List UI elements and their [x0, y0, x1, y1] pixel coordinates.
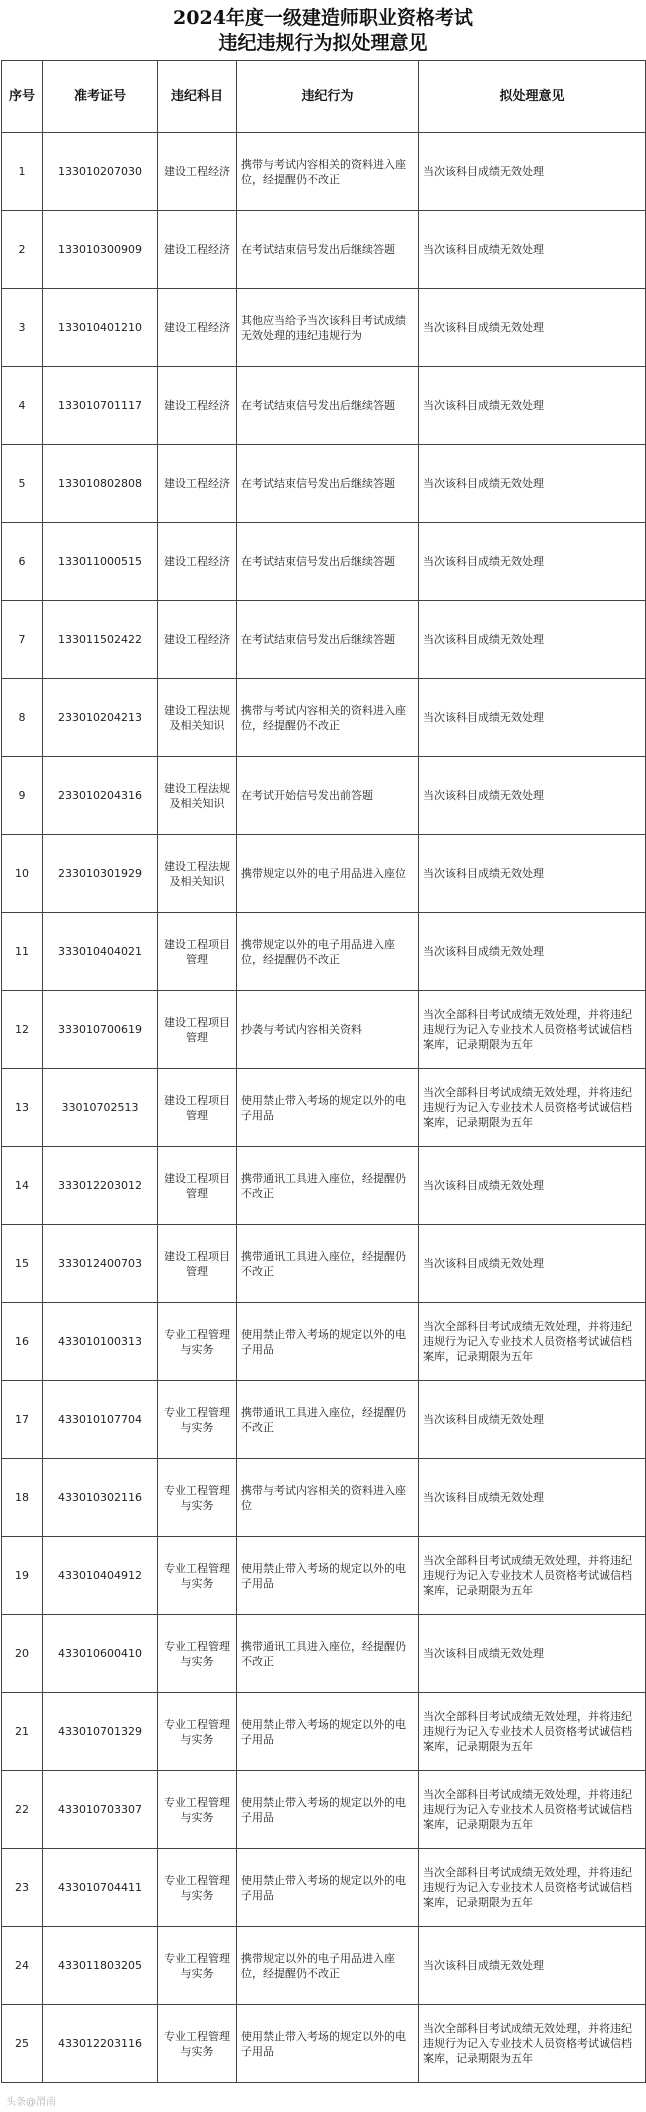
row-serial-number: 20 — [2, 1615, 43, 1693]
row-subject: 专业工程管理与实务 — [158, 2005, 237, 2083]
header-serial-number: 序号 — [2, 61, 43, 133]
row-opinion: 当次该科目成绩无效处理 — [419, 445, 646, 523]
row-violation: 在考试开始信号发出前答题 — [237, 757, 419, 835]
table-row — [2, 2005, 646, 2083]
row-opinion: 当次全部科目考试成绩无效处理，并将违纪违规行为记入专业技术人员资格考试诚信档案库，记录期限为五年 — [419, 1069, 646, 1147]
title-line-1: 2024年度一级建造师职业资格考试 — [173, 7, 473, 29]
table-row — [2, 1927, 646, 2005]
row-serial-number: 5 — [2, 445, 43, 523]
row-opinion: 当次该科目成绩无效处理 — [419, 757, 646, 835]
row-subject: 建设工程项目管理 — [158, 991, 237, 1069]
row-admission-ticket: 133010802808 — [43, 445, 158, 523]
row-admission-ticket: 433010600410 — [43, 1615, 158, 1693]
table-row — [2, 1849, 646, 1927]
row-violation: 携带规定以外的电子用品进入座位，经提醒仍不改正 — [237, 1927, 419, 2005]
row-serial-number: 24 — [2, 1927, 43, 2005]
row-admission-ticket: 433010404912 — [43, 1537, 158, 1615]
table-row — [2, 835, 646, 913]
row-subject: 建设工程经济 — [158, 133, 237, 211]
row-opinion: 当次该科目成绩无效处理 — [419, 601, 646, 679]
row-subject: 建设工程经济 — [158, 445, 237, 523]
table-row — [2, 1147, 646, 1225]
row-opinion: 当次全部科目考试成绩无效处理，并将违纪违规行为记入专业技术人员资格考试诚信档案库，记录期限为五年 — [419, 991, 646, 1069]
row-admission-ticket: 133010401210 — [43, 289, 158, 367]
row-serial-number: 21 — [2, 1693, 43, 1771]
row-subject: 建设工程法规及相关知识 — [158, 835, 237, 913]
row-admission-ticket: 133010300909 — [43, 211, 158, 289]
table-row — [2, 1303, 646, 1381]
row-admission-ticket: 433010703307 — [43, 1771, 158, 1849]
row-violation: 使用禁止带入考场的规定以外的电子用品 — [237, 2005, 419, 2083]
row-admission-ticket: 133010701117 — [43, 367, 158, 445]
row-opinion: 当次全部科目考试成绩无效处理，并将违纪违规行为记入专业技术人员资格考试诚信档案库，记录期限为五年 — [419, 1849, 646, 1927]
row-admission-ticket: 433010107704 — [43, 1381, 158, 1459]
row-subject: 专业工程管理与实务 — [158, 1849, 237, 1927]
table-row — [2, 1537, 646, 1615]
row-opinion: 当次该科目成绩无效处理 — [419, 367, 646, 445]
row-violation: 使用禁止带入考场的规定以外的电子用品 — [237, 1849, 419, 1927]
row-admission-ticket: 333010700619 — [43, 991, 158, 1069]
row-opinion: 当次该科目成绩无效处理 — [419, 1927, 646, 2005]
row-violation: 携带规定以外的电子用品进入座位 — [237, 835, 419, 913]
row-opinion: 当次全部科目考试成绩无效处理，并将违纪违规行为记入专业技术人员资格考试诚信档案库，记录期限为五年 — [419, 1537, 646, 1615]
table-row — [2, 133, 646, 211]
row-violation: 携带规定以外的电子用品进入座位，经提醒仍不改正 — [237, 913, 419, 991]
row-violation: 携带与考试内容相关的资料进入座位 — [237, 1459, 419, 1537]
row-subject: 建设工程项目管理 — [158, 1069, 237, 1147]
table-row — [2, 1771, 646, 1849]
table-row — [2, 445, 646, 523]
row-serial-number: 14 — [2, 1147, 43, 1225]
row-serial-number: 17 — [2, 1381, 43, 1459]
row-subject: 专业工程管理与实务 — [158, 1771, 237, 1849]
row-serial-number: 23 — [2, 1849, 43, 1927]
row-serial-number: 7 — [2, 601, 43, 679]
header-subject: 违纪科目 — [158, 61, 237, 133]
header-violation: 违纪行为 — [237, 61, 419, 133]
row-opinion: 当次该科目成绩无效处理 — [419, 1615, 646, 1693]
row-violation: 携带与考试内容相关的资料进入座位，经提醒仍不改正 — [237, 133, 419, 211]
row-subject: 建设工程法规及相关知识 — [158, 757, 237, 835]
row-admission-ticket: 133010207030 — [43, 133, 158, 211]
row-admission-ticket: 433010701329 — [43, 1693, 158, 1771]
row-opinion: 当次该科目成绩无效处理 — [419, 523, 646, 601]
title-line-2: 违纪违规行为拟处理意见 — [218, 32, 428, 54]
row-serial-number: 1 — [2, 133, 43, 211]
table-row — [2, 289, 646, 367]
row-opinion: 当次该科目成绩无效处理 — [419, 1225, 646, 1303]
row-violation: 使用禁止带入考场的规定以外的电子用品 — [237, 1069, 419, 1147]
table-row — [2, 1069, 646, 1147]
table-row — [2, 1693, 646, 1771]
row-serial-number: 9 — [2, 757, 43, 835]
table-row — [2, 601, 646, 679]
violations-table — [1, 60, 646, 2083]
row-subject: 建设工程项目管理 — [158, 1225, 237, 1303]
watermark: 头条@渭南 — [6, 2097, 56, 2108]
row-admission-ticket: 333012203012 — [43, 1147, 158, 1225]
row-violation: 携带通讯工具进入座位，经提醒仍不改正 — [237, 1225, 419, 1303]
row-violation: 携带与考试内容相关的资料进入座位，经提醒仍不改正 — [237, 679, 419, 757]
row-serial-number: 4 — [2, 367, 43, 445]
row-admission-ticket: 133011502422 — [43, 601, 158, 679]
row-opinion: 当次该科目成绩无效处理 — [419, 1381, 646, 1459]
row-subject: 专业工程管理与实务 — [158, 1381, 237, 1459]
row-opinion: 当次该科目成绩无效处理 — [419, 133, 646, 211]
row-violation: 携带通讯工具进入座位，经提醒仍不改正 — [237, 1147, 419, 1225]
row-serial-number: 18 — [2, 1459, 43, 1537]
row-subject: 专业工程管理与实务 — [158, 1693, 237, 1771]
row-violation: 在考试结束信号发出后继续答题 — [237, 367, 419, 445]
row-serial-number: 8 — [2, 679, 43, 757]
row-violation: 抄袭与考试内容相关资料 — [237, 991, 419, 1069]
table-header-row — [2, 61, 646, 133]
row-serial-number: 2 — [2, 211, 43, 289]
row-serial-number: 13 — [2, 1069, 43, 1147]
row-violation: 其他应当给予当次该科目考试成绩无效处理的违纪违规行为 — [237, 289, 419, 367]
table-row — [2, 211, 646, 289]
row-subject: 专业工程管理与实务 — [158, 1537, 237, 1615]
row-subject: 建设工程经济 — [158, 211, 237, 289]
row-serial-number: 12 — [2, 991, 43, 1069]
row-admission-ticket: 133011000515 — [43, 523, 158, 601]
row-admission-ticket: 333012400703 — [43, 1225, 158, 1303]
row-violation: 在考试结束信号发出后继续答题 — [237, 523, 419, 601]
table-row — [2, 367, 646, 445]
row-serial-number: 15 — [2, 1225, 43, 1303]
row-admission-ticket: 33010702513 — [43, 1069, 158, 1147]
row-opinion: 当次全部科目考试成绩无效处理，并将违纪违规行为记入专业技术人员资格考试诚信档案库，记录期限为五年 — [419, 2005, 646, 2083]
row-subject: 专业工程管理与实务 — [158, 1303, 237, 1381]
row-admission-ticket: 433010100313 — [43, 1303, 158, 1381]
row-subject: 建设工程项目管理 — [158, 913, 237, 991]
row-subject: 建设工程项目管理 — [158, 1147, 237, 1225]
row-admission-ticket: 233010204213 — [43, 679, 158, 757]
row-opinion: 当次该科目成绩无效处理 — [419, 913, 646, 991]
row-subject: 建设工程经济 — [158, 601, 237, 679]
row-opinion: 当次全部科目考试成绩无效处理，并将违纪违规行为记入专业技术人员资格考试诚信档案库，记录期限为五年 — [419, 1771, 646, 1849]
row-serial-number: 19 — [2, 1537, 43, 1615]
table-row — [2, 913, 646, 991]
header-opinion: 拟处理意见 — [419, 61, 646, 133]
table-row — [2, 991, 646, 1069]
row-admission-ticket: 333010404021 — [43, 913, 158, 991]
table-row — [2, 1381, 646, 1459]
document-title — [0, 6, 646, 56]
row-opinion: 当次该科目成绩无效处理 — [419, 835, 646, 913]
row-admission-ticket: 433012203116 — [43, 2005, 158, 2083]
row-violation: 使用禁止带入考场的规定以外的电子用品 — [237, 1537, 419, 1615]
row-violation: 携带通讯工具进入座位，经提醒仍不改正 — [237, 1615, 419, 1693]
row-serial-number: 25 — [2, 2005, 43, 2083]
row-opinion: 当次该科目成绩无效处理 — [419, 1147, 646, 1225]
row-admission-ticket: 433010302116 — [43, 1459, 158, 1537]
row-subject: 专业工程管理与实务 — [158, 1459, 237, 1537]
table-row — [2, 679, 646, 757]
row-serial-number: 22 — [2, 1771, 43, 1849]
row-subject: 建设工程法规及相关知识 — [158, 679, 237, 757]
row-subject: 专业工程管理与实务 — [158, 1615, 237, 1693]
row-serial-number: 6 — [2, 523, 43, 601]
table-row — [2, 1459, 646, 1537]
row-violation: 在考试结束信号发出后继续答题 — [237, 445, 419, 523]
row-opinion: 当次全部科目考试成绩无效处理，并将违纪违规行为记入专业技术人员资格考试诚信档案库，记录期限为五年 — [419, 1693, 646, 1771]
row-opinion: 当次该科目成绩无效处理 — [419, 211, 646, 289]
row-admission-ticket: 233010301929 — [43, 835, 158, 913]
row-admission-ticket: 433010704411 — [43, 1849, 158, 1927]
row-subject: 建设工程经济 — [158, 289, 237, 367]
row-violation: 携带通讯工具进入座位，经提醒仍不改正 — [237, 1381, 419, 1459]
row-serial-number: 10 — [2, 835, 43, 913]
row-violation: 使用禁止带入考场的规定以外的电子用品 — [237, 1693, 419, 1771]
row-opinion: 当次该科目成绩无效处理 — [419, 679, 646, 757]
row-subject: 建设工程经济 — [158, 367, 237, 445]
row-opinion: 当次全部科目考试成绩无效处理，并将违纪违规行为记入专业技术人员资格考试诚信档案库，记录期限为五年 — [419, 1303, 646, 1381]
row-admission-ticket: 233010204316 — [43, 757, 158, 835]
row-opinion: 当次该科目成绩无效处理 — [419, 289, 646, 367]
table-row — [2, 1615, 646, 1693]
row-violation: 使用禁止带入考场的规定以外的电子用品 — [237, 1303, 419, 1381]
row-violation: 使用禁止带入考场的规定以外的电子用品 — [237, 1771, 419, 1849]
table-row — [2, 1225, 646, 1303]
row-violation: 在考试结束信号发出后继续答题 — [237, 211, 419, 289]
row-serial-number: 3 — [2, 289, 43, 367]
table-row — [2, 523, 646, 601]
row-serial-number: 16 — [2, 1303, 43, 1381]
table-row — [2, 757, 646, 835]
row-serial-number: 11 — [2, 913, 43, 991]
row-admission-ticket: 433011803205 — [43, 1927, 158, 2005]
row-subject: 专业工程管理与实务 — [158, 1927, 237, 2005]
row-subject: 建设工程经济 — [158, 523, 237, 601]
row-violation: 在考试结束信号发出后继续答题 — [237, 601, 419, 679]
row-opinion: 当次该科目成绩无效处理 — [419, 1459, 646, 1537]
header-admission-ticket: 准考证号 — [43, 61, 158, 133]
